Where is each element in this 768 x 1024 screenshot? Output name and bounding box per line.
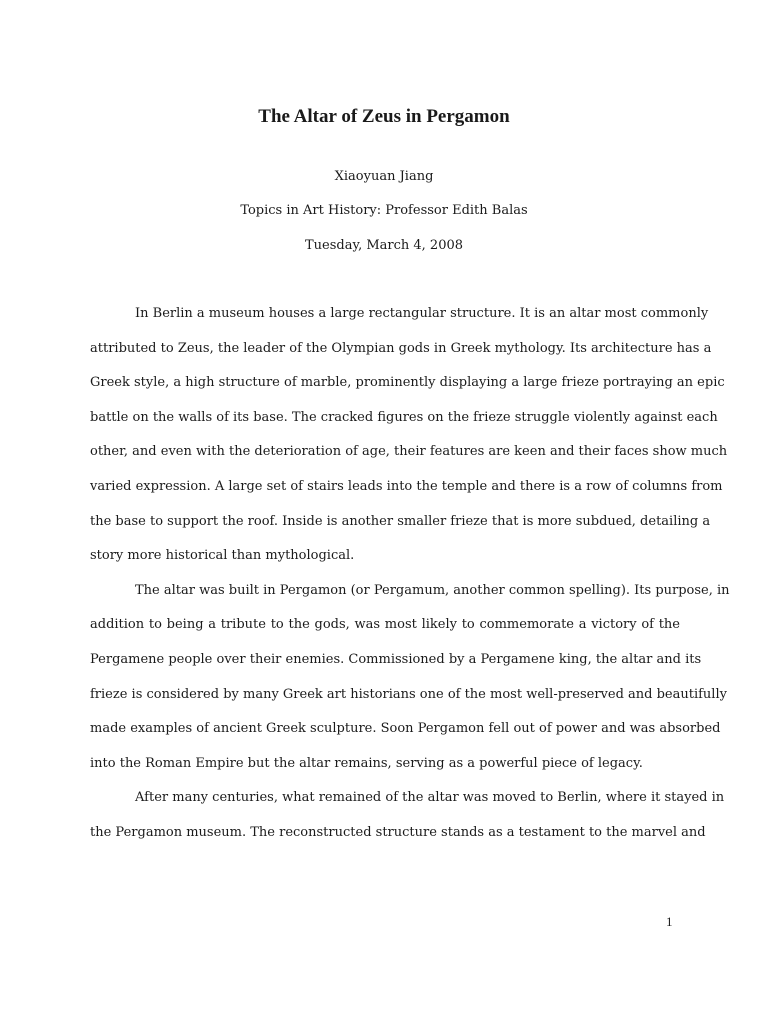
paragraph-line: the Pergamon museum. The reconstructed structure stands as a testament to the marvel and bbox=[90, 824, 706, 840]
paragraph-line: The altar was built in Pergamon (or Pergamum, another common spelling). Its purpose, in bbox=[135, 582, 730, 598]
paragraph-line: In Berlin a museum houses a large rectangular structure. It is an altar most commonly bbox=[135, 306, 709, 321]
paragraph-line: the base to support the roof. Inside is another smaller frieze that is more subdued, detailing a bbox=[90, 513, 711, 529]
paragraph-line: made examples of ancient Greek sculpture. Soon Pergamon fell out of power and was absorbed bbox=[90, 721, 721, 737]
paragraph-line: attributed to Zeus, the leader of the Olympian gods in Greek mythology. Its architecture has a bbox=[90, 340, 712, 356]
document-title: The Altar of Zeus in Pergamon bbox=[258, 106, 510, 127]
paragraph-line: story more historical than mythological. bbox=[90, 548, 355, 564]
paragraph bbox=[90, 789, 725, 858]
document-date: Tuesday, March 4, 2008 bbox=[304, 238, 464, 253]
paragraph-line: After many centuries, what remained of the altar was moved to Berlin, where it stayed in bbox=[135, 790, 725, 806]
body-text bbox=[90, 305, 730, 859]
paragraph bbox=[90, 582, 730, 790]
page-number: 1 bbox=[666, 914, 673, 929]
paragraph-line: varied expression. A large set of stairs leads into the temple and there is a row of columns from bbox=[90, 478, 723, 494]
paragraph bbox=[90, 305, 728, 582]
paragraph-line: other, and even with the deterioration of age, their features are keen and their faces show much bbox=[90, 444, 728, 460]
author-name: Xiaoyuan Jiang bbox=[334, 169, 434, 184]
paragraph-line: Pergamene people over their enemies. Commissioned by a Pergamene king, the altar and its bbox=[90, 651, 702, 667]
paragraph-line: Greek style, a high structure of marble, prominently displaying a large frieze portraying an epic bbox=[90, 375, 725, 391]
course-info: Topics in Art History: Professor Edith Balas bbox=[240, 203, 528, 218]
paragraph-line: frieze is considered by many Greek art historians one of the most well-preserved and beautifully bbox=[90, 686, 727, 702]
paragraph-line: addition to being a tribute to the gods, was most likely to commemorate a victory of the bbox=[90, 617, 680, 633]
paragraph-line: into the Roman Empire but the altar remains, serving as a powerful piece of legacy. bbox=[90, 755, 643, 771]
paragraph-line: battle on the walls of its base. The cracked figures on the frieze struggle violently against each bbox=[90, 409, 718, 425]
